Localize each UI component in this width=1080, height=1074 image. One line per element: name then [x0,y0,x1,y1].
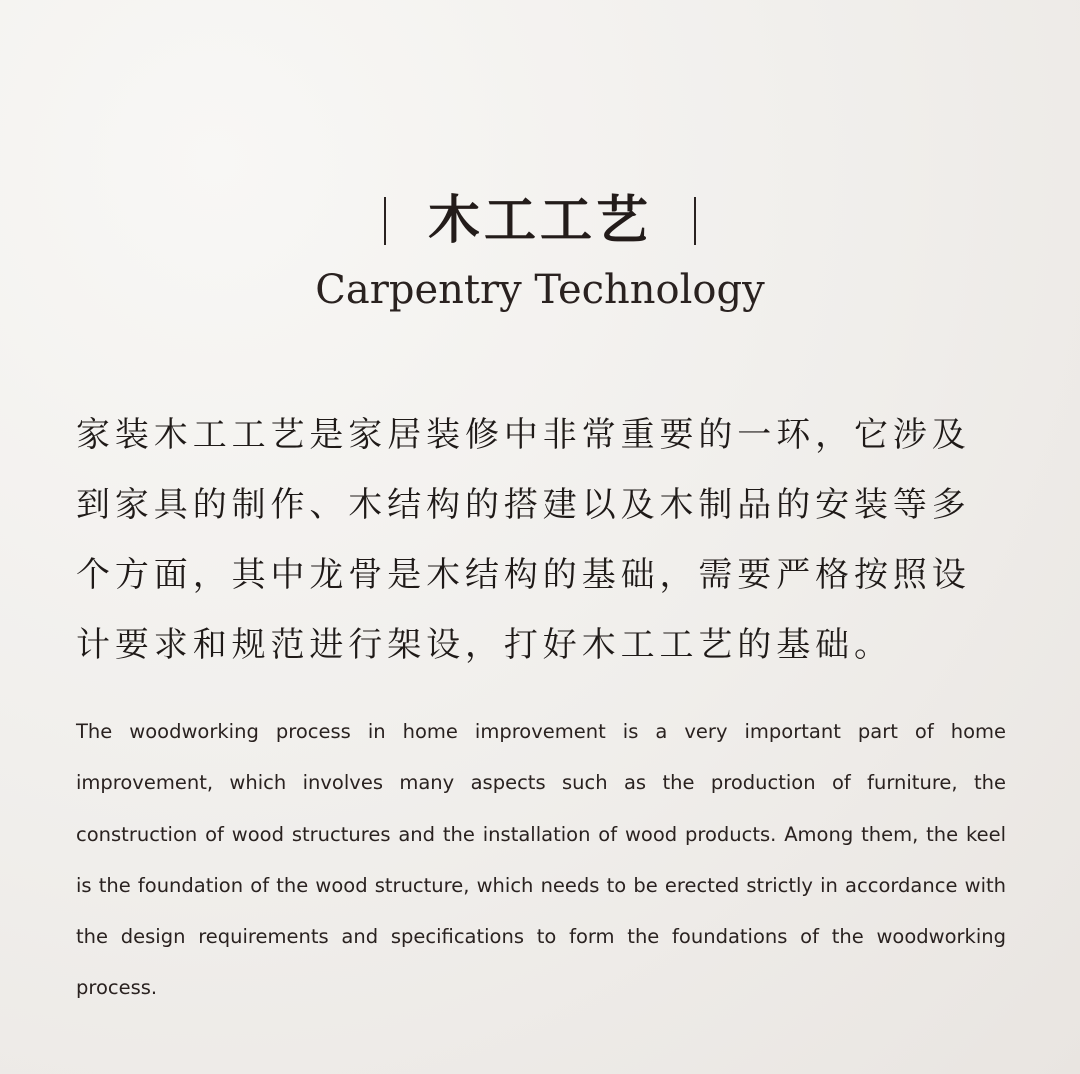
page-title: 木工工艺 [427,191,652,251]
title-right-divider [694,197,696,245]
english-paragraph: The woodworking process in home improvement is a very important part of home improvement, which involves many aspects such as the production of furniture, the construction of wood structures and the installation of wood products. Among them, the keel is the foundation of the wood structure, which needs to be erected strictly in accordance with the design requirements and specifications to form the foundations of the woodworking process. [76,720,1006,1000]
page-subtitle: Carpentry Technology [315,267,765,313]
chinese-paragraph: 家装木工工艺是家居装修中非常重要的一环，它涉及到家具的制作、木结构的搭建以及木制品的安装等多个方面，其中龙骨是木结构的基础，需要严格按照设计要求和规范进行架设，打好木工工艺的基础。 [76,415,971,665]
title-row [0,186,1080,256]
title-left-divider [384,197,386,245]
